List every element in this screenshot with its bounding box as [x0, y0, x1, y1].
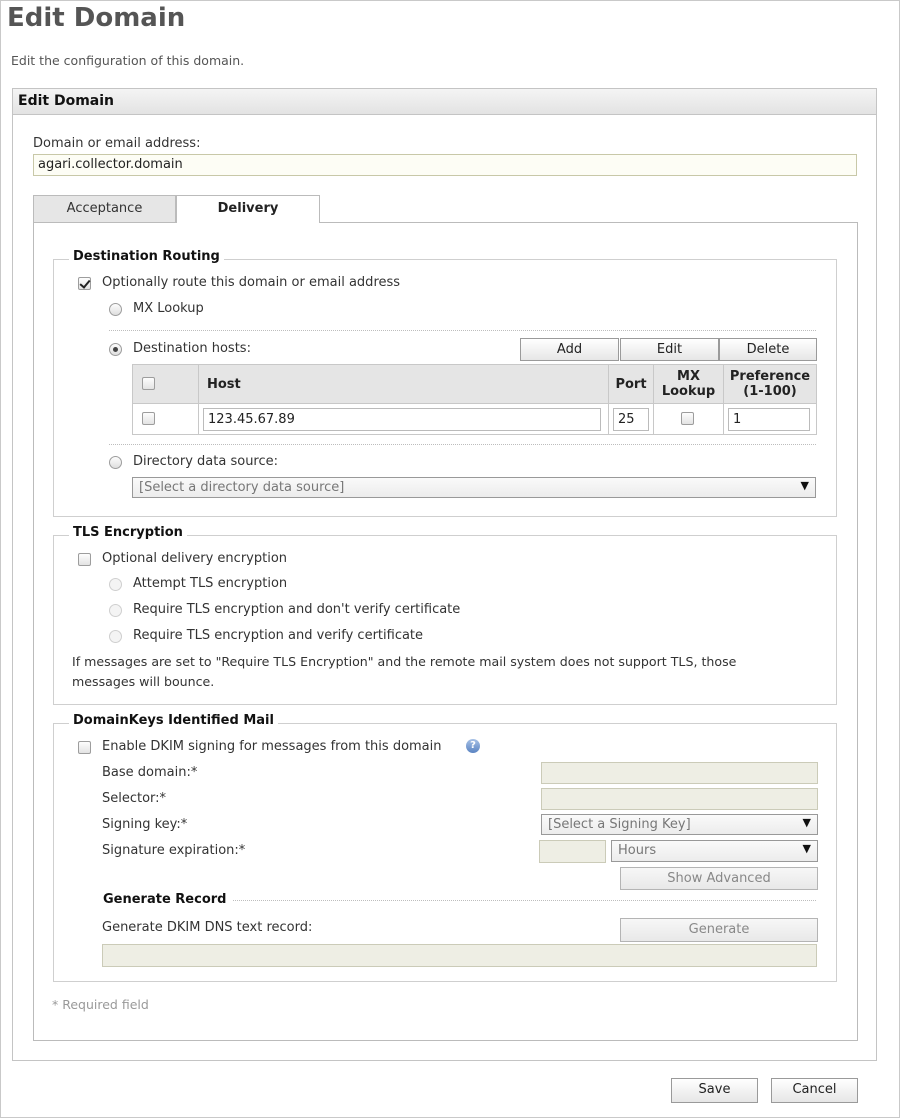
require-tls-noverify-label: Require TLS encryption and don't verify certificate: [133, 602, 461, 617]
destination-hosts-radio[interactable]: [109, 343, 122, 356]
signing-key-select[interactable]: [541, 814, 818, 835]
select-all-checkbox[interactable]: [142, 377, 155, 390]
optional-encryption-checkbox[interactable]: [78, 553, 91, 566]
dkim-record-output[interactable]: [102, 944, 817, 967]
page-description: Edit the configuration of this domain.: [11, 53, 245, 68]
attempt-tls-radio[interactable]: [109, 578, 122, 591]
route-domain-checkbox[interactable]: [78, 277, 91, 290]
attempt-tls-label: Attempt TLS encryption: [133, 576, 288, 591]
row-select-cell: [133, 404, 199, 435]
page-title: Edit Domain: [7, 3, 186, 33]
panel-header: Edit Domain: [13, 89, 876, 115]
tls-note-line2: messages will bounce.: [72, 674, 215, 689]
select-all-cell: [133, 365, 199, 404]
edit-domain-panel: [12, 88, 877, 1061]
dkim-legend: DomainKeys Identified Mail: [69, 713, 278, 728]
preference-cell: [724, 404, 817, 435]
hosts-table-header: [133, 365, 817, 404]
help-icon[interactable]: ?: [466, 739, 480, 753]
mx-header-line2: Lookup: [661, 384, 716, 399]
require-tls-noverify-radio[interactable]: [109, 604, 122, 617]
enable-dkim-checkbox[interactable]: [78, 741, 91, 754]
port-column-header: Port: [609, 365, 654, 404]
table-row: [133, 404, 817, 435]
row-select-checkbox[interactable]: [142, 412, 155, 425]
require-tls-verify-radio[interactable]: [109, 630, 122, 643]
routing-separator-2: [109, 444, 816, 445]
mx-lookup-cell: [654, 404, 724, 435]
host-input[interactable]: 123.45.67.89: [203, 408, 601, 431]
domain-label: Domain or email address:: [33, 136, 201, 151]
selector-input[interactable]: [541, 788, 818, 810]
port-input[interactable]: 25: [613, 408, 649, 431]
port-cell: [609, 404, 654, 435]
enable-dkim-label: Enable DKIM signing for messages from this domain: [102, 739, 442, 754]
preference-column-header: [724, 365, 817, 404]
generate-dkim-label: Generate DKIM DNS text record:: [102, 920, 313, 935]
row-mx-lookup-checkbox[interactable]: [681, 412, 694, 425]
base-domain-input[interactable]: [541, 762, 818, 784]
optional-encryption-label: Optional delivery encryption: [102, 551, 288, 566]
directory-source-select[interactable]: [132, 477, 816, 498]
pref-header-line2: (1-100): [743, 384, 797, 399]
directory-source-label: Directory data source:: [133, 454, 279, 469]
expiration-unit-value: Hours: [618, 843, 657, 858]
require-tls-verify-label: Require TLS encryption and verify certificate: [133, 628, 424, 643]
mx-lookup-column-header: [654, 365, 724, 404]
host-column-header: Host: [199, 365, 609, 404]
tab-acceptance[interactable]: Acceptance: [33, 195, 176, 222]
signature-expiration-input[interactable]: [539, 840, 606, 863]
tls-encryption-legend: TLS Encryption: [69, 525, 187, 540]
chevron-down-icon: ▼: [800, 479, 809, 492]
add-host-button[interactable]: Add: [520, 338, 619, 361]
signing-key-value: [Select a Signing Key]: [548, 817, 691, 832]
signature-expiration-label: Signature expiration:*: [102, 843, 246, 858]
base-domain-label: Base domain:*: [102, 765, 198, 780]
show-advanced-button[interactable]: Show Advanced: [620, 867, 818, 890]
preference-input[interactable]: 1: [728, 408, 810, 431]
mx-lookup-label: MX Lookup: [133, 301, 204, 316]
required-field-note: * Required field: [52, 997, 149, 1012]
routing-separator: [109, 330, 816, 331]
tls-note-line1: If messages are set to "Require TLS Encryption" and the remote mail system does not support TLS, those: [72, 654, 737, 669]
destination-hosts-table: [132, 364, 817, 435]
delete-host-button[interactable]: Delete: [719, 338, 817, 361]
pref-header-line1: Preference: [729, 369, 811, 384]
directory-source-value: [Select a directory data source]: [139, 480, 345, 495]
directory-source-radio[interactable]: [109, 456, 122, 469]
generate-record-legend: Generate Record: [103, 892, 227, 907]
host-cell: [199, 404, 609, 435]
destination-routing-legend: Destination Routing: [69, 249, 224, 264]
edit-host-button[interactable]: Edit: [620, 338, 719, 361]
mx-header-line1: MX: [677, 369, 700, 384]
destination-hosts-label: Destination hosts:: [133, 341, 251, 356]
generate-record-separator: [233, 900, 816, 901]
chevron-down-icon: ▼: [802, 842, 811, 855]
tab-delivery[interactable]: Delivery: [176, 195, 320, 223]
save-button[interactable]: Save: [671, 1078, 758, 1103]
signing-key-label: Signing key:*: [102, 817, 188, 832]
cancel-button[interactable]: Cancel: [771, 1078, 858, 1103]
chevron-down-icon: ▼: [802, 816, 811, 829]
route-domain-label: Optionally route this domain or email address: [102, 275, 401, 290]
domain-input[interactable]: agari.collector.domain: [33, 154, 857, 176]
mx-lookup-radio[interactable]: [109, 303, 122, 316]
selector-label: Selector:*: [102, 791, 167, 806]
generate-button[interactable]: Generate: [620, 918, 818, 942]
expiration-unit-select[interactable]: [611, 840, 818, 862]
